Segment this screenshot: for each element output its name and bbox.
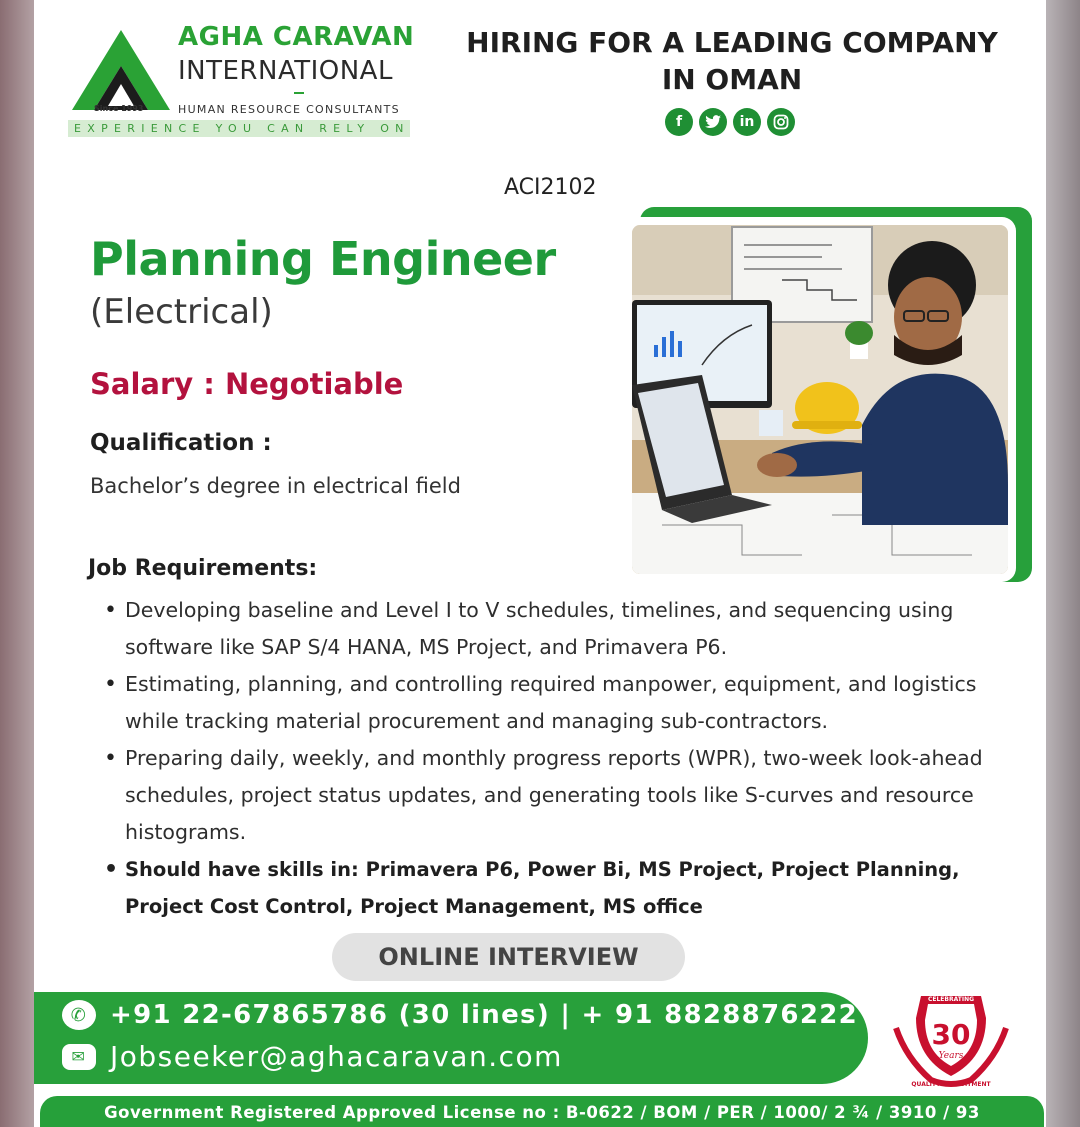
brand-name-line1: AGHA CARAVAN bbox=[178, 22, 415, 52]
job-subtitle: (Electrical) bbox=[90, 292, 273, 332]
instagram-icon[interactable] bbox=[767, 108, 795, 136]
agha-caravan-logo-icon bbox=[68, 26, 174, 114]
requirements-heading: Job Requirements: bbox=[88, 556, 318, 581]
mail-icon: ✉ bbox=[62, 1044, 96, 1070]
phone-numbers[interactable]: +91 22-67865786 (30 lines) | + 91 8828876222 bbox=[110, 1000, 858, 1030]
badge-bottom-text: QUALITY RECRUITMENT bbox=[911, 1081, 991, 1088]
twitter-icon[interactable] bbox=[699, 108, 727, 136]
requirement-item: • Developing baseline and Level I to V schedules, timelines, and sequencing using software like SAP S/4 HANA, MS Project, and Primavera P6. bbox=[104, 592, 1004, 666]
brand-descriptor: HUMAN RESOURCE CONSULTANTS bbox=[178, 103, 400, 116]
linkedin-icon[interactable]: in bbox=[733, 108, 761, 136]
job-code: ACI2102 bbox=[504, 175, 597, 200]
brand-name-line2: INTERNATIONAL bbox=[178, 56, 393, 86]
requirement-item: • Estimating, planning, and controlling required manpower, equipment, and logistics while tracking material procurement and managing sub-contractors. bbox=[104, 666, 1004, 740]
email-row bbox=[62, 1040, 563, 1073]
brand-tagline: EXPERIENCE YOU CAN RELY ON bbox=[68, 120, 410, 137]
social-links bbox=[665, 108, 795, 136]
requirements-list bbox=[104, 592, 1004, 925]
job-title: Planning Engineer bbox=[90, 232, 556, 286]
hiring-line1: HIRING FOR A LEADING COMPANY bbox=[466, 26, 998, 59]
interview-mode-badge: ONLINE INTERVIEW bbox=[332, 933, 685, 981]
contact-band bbox=[34, 992, 868, 1084]
qualification-heading: Qualification : bbox=[90, 430, 272, 456]
facebook-icon[interactable]: f bbox=[665, 108, 693, 136]
whatsapp-phone-icon: ✆ bbox=[62, 1000, 96, 1030]
badge-number: 30 bbox=[931, 1018, 971, 1051]
badge-top-text: CELEBRATING bbox=[927, 996, 975, 1003]
email-address[interactable]: Jobseeker@aghacaravan.com bbox=[110, 1040, 563, 1073]
hiring-headline bbox=[434, 24, 1030, 98]
thirty-years-badge-icon bbox=[886, 988, 1016, 1088]
license-footer: Government Registered Approved License no : B-0622 / BOM / PER / 1000/ 2 ¾ / 3910 / 93 bbox=[40, 1096, 1044, 1127]
requirement-item-skills: • Should have skills in: Primavera P6, Power Bi, MS Project, Project Planning, Project Cost Control, Project Management, MS office bbox=[104, 851, 1004, 925]
brand-divider bbox=[294, 92, 304, 94]
qualification-text: Bachelor’s degree in electrical field bbox=[90, 474, 461, 498]
since-year: Since 1993 bbox=[94, 104, 144, 113]
engineer-photo bbox=[624, 217, 1016, 582]
engineer-at-desk-image bbox=[632, 225, 1008, 574]
hiring-line2: IN OMAN bbox=[661, 63, 803, 96]
badge-years: Years bbox=[938, 1051, 964, 1061]
requirement-item: • Preparing daily, weekly, and monthly progress reports (WPR), two-week look-ahead schedules, project status updates, and generating tools like S-curves and resource histograms. bbox=[104, 740, 1004, 851]
phone-row bbox=[62, 1000, 858, 1030]
job-poster bbox=[34, 0, 1046, 1127]
salary-text: Salary : Negotiable bbox=[90, 367, 404, 401]
